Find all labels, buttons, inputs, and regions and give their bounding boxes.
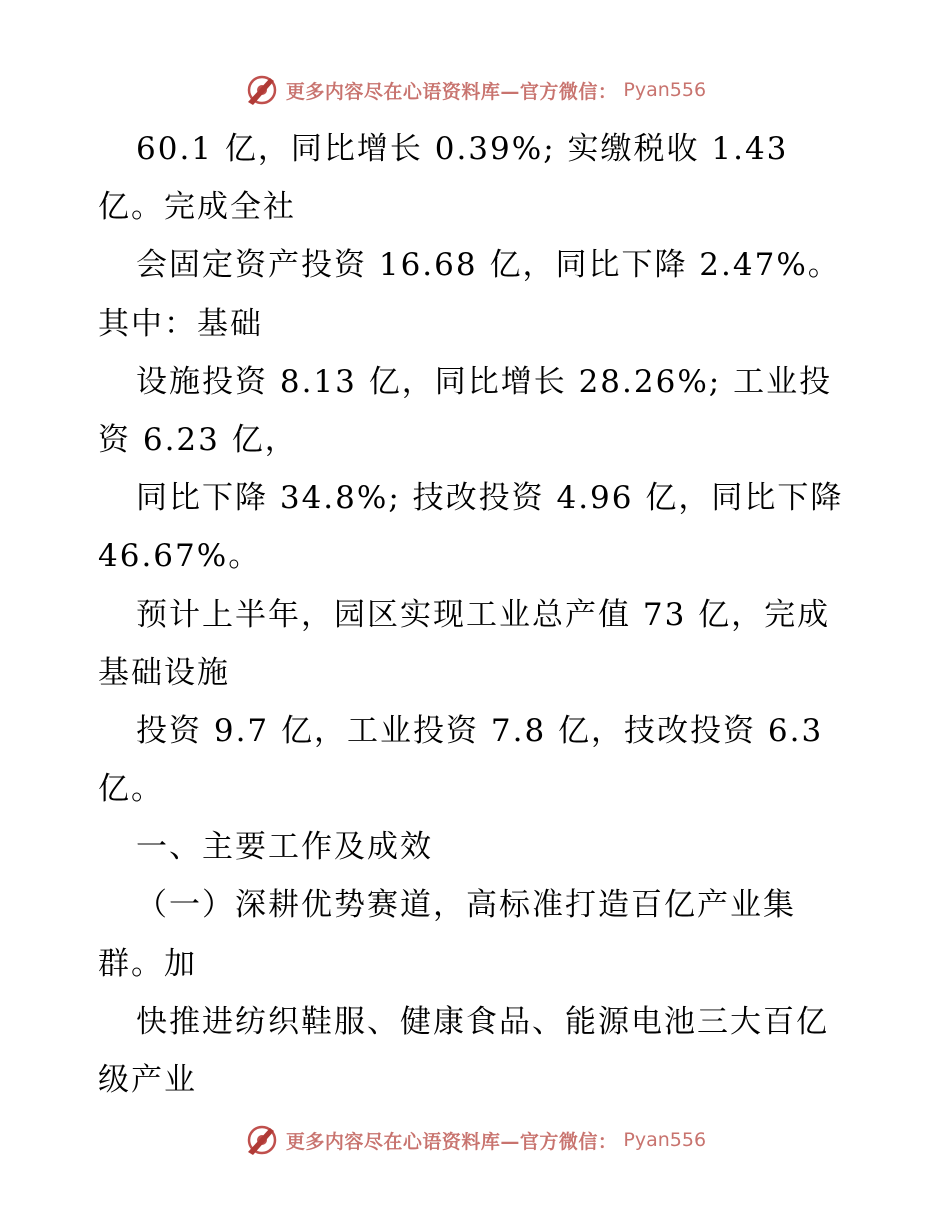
- text-line: 亿。完成全社: [98, 189, 296, 226]
- header-watermark: [0, 70, 950, 110]
- watermark-logo-icon: [244, 72, 280, 108]
- text-line: 预计上半年，园区实现工业总产值 73 亿，完成: [136, 596, 831, 633]
- watermark-id: Pyan556: [623, 79, 707, 101]
- watermark-text: 更多内容尽在心语资料库—官方微信：: [285, 1130, 618, 1153]
- text-line: 基础设施: [98, 654, 230, 691]
- text-line: 其中：基础: [98, 305, 263, 342]
- text-line: 快推进纺织鞋服、健康食品、能源电池三大百亿: [136, 1003, 829, 1040]
- text-line: 资 6.23 亿，: [98, 421, 298, 458]
- text-line: 46.67%。: [98, 538, 262, 575]
- text-line: 设施投资 8.13 亿，同比增长 28.26%; 工业投: [136, 363, 833, 400]
- watermark-text: 更多内容尽在心语资料库—官方微信：: [285, 80, 618, 103]
- footer-watermark: [0, 1120, 950, 1160]
- text-line: 级产业: [98, 1062, 197, 1098]
- watermark-logo-icon: [244, 1122, 280, 1158]
- watermark-id: Pyan556: [623, 1129, 707, 1151]
- text-line: 60.1 亿，同比增长 0.39%; 实缴税收 1.43: [136, 131, 789, 167]
- text-line: （一）深耕优势赛道，高标准打造百亿产业集: [136, 887, 796, 924]
- text-line: 同比下降 34.8%; 技改投资 4.96 亿，同比下降: [136, 480, 844, 517]
- document-body: [98, 120, 858, 1109]
- text-line: 群。加: [98, 945, 197, 982]
- text-line: 一、主要工作及成效: [136, 829, 433, 866]
- text-line: 投资 9.7 亿，工业投资 7.8 亿，技改投资 6.3: [136, 712, 824, 749]
- text-line: 亿。: [98, 771, 164, 808]
- text-line: 会固定资产投资 16.68 亿，同比下降 2.47%。: [136, 247, 841, 284]
